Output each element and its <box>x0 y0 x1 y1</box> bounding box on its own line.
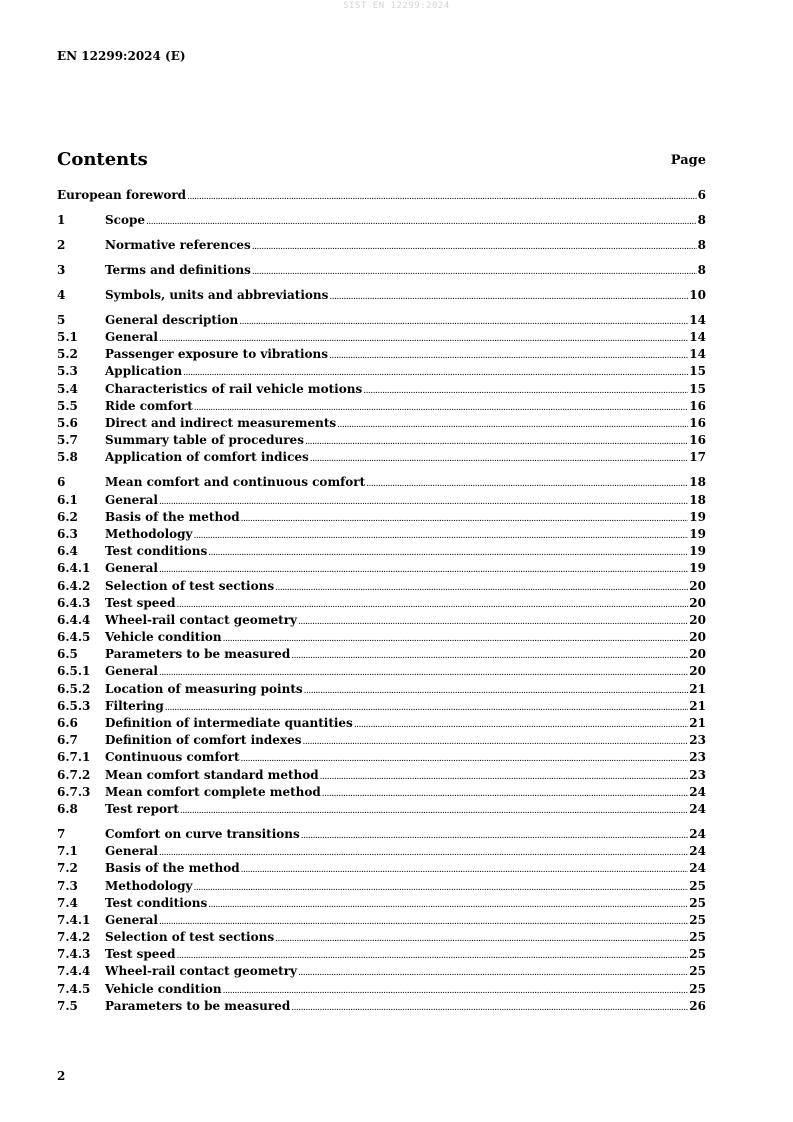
toc-entry-title: Vehicle condition <box>105 981 222 996</box>
toc-entry-title: Ride comfort <box>105 398 193 413</box>
toc-entry-page: 24 <box>689 801 706 816</box>
toc-dot-leader <box>310 451 689 468</box>
toc-entry-page: 25 <box>689 912 706 927</box>
toc-dot-leader <box>146 214 697 231</box>
toc-entry-number: 5 <box>57 312 66 327</box>
toc-dot-leader <box>298 614 688 631</box>
toc-entry[interactable] <box>57 381 706 398</box>
toc-entry-number: 7.1 <box>57 844 78 859</box>
toc-entry-title: General description <box>105 312 239 327</box>
toc-entry-page: 16 <box>689 433 706 448</box>
toc-entry-page: 18 <box>689 492 706 507</box>
toc-entry-number: 6.7.1 <box>57 750 91 765</box>
toc-entry[interactable] <box>57 878 706 895</box>
toc-entry-number: 2 <box>57 237 66 252</box>
toc-entry-page: 19 <box>689 561 706 576</box>
toc-entry-title: General <box>105 912 158 927</box>
toc-entry[interactable] <box>57 612 706 629</box>
toc-dot-leader <box>305 434 688 451</box>
toc-entry-page: 24 <box>689 784 706 799</box>
toc-entry-number: 6.4.4 <box>57 612 91 627</box>
toc-entry-number: 6.3 <box>57 526 78 541</box>
toc-entry[interactable] <box>57 998 706 1015</box>
toc-entry-title: General <box>105 492 158 507</box>
toc-entry-number: 7.4.1 <box>57 912 91 927</box>
toc-entry-number: 5.2 <box>57 347 78 362</box>
toc-entry[interactable] <box>57 843 706 860</box>
toc-entry[interactable] <box>57 346 706 363</box>
toc-dot-leader <box>304 683 689 700</box>
toc-entry[interactable] <box>57 187 706 204</box>
toc-entry-page: 8 <box>697 262 706 277</box>
toc-entry-number: 6.5 <box>57 647 78 662</box>
toc-entry[interactable] <box>57 415 706 432</box>
toc-entry-number: 6.5.1 <box>57 664 91 679</box>
toc-entry-title: Application <box>105 364 183 379</box>
toc-entry[interactable] <box>57 912 706 929</box>
toc-entry-page: 23 <box>689 750 706 765</box>
toc-dot-leader <box>301 828 689 845</box>
toc-entry-page: 19 <box>689 526 706 541</box>
toc-entry-page: 20 <box>689 595 706 610</box>
toc-entry-title: Symbols, units and abbreviations <box>105 287 329 302</box>
toc-entry-number: 6.4.2 <box>57 578 91 593</box>
toc-entry-title: Selection of test sections <box>105 930 275 945</box>
toc-entry[interactable] <box>57 212 706 229</box>
toc-entry[interactable] <box>57 629 706 646</box>
toc-entry-number: 5.5 <box>57 398 78 413</box>
toc-entry[interactable] <box>57 981 706 998</box>
toc-entry-number: 6.5.2 <box>57 681 91 696</box>
toc-entry-number: 6.7.2 <box>57 767 91 782</box>
toc-entry-number: 6.5.3 <box>57 698 91 713</box>
toc-entry-page: 18 <box>689 475 706 490</box>
toc-entry[interactable] <box>57 287 706 304</box>
toc-entry[interactable] <box>57 526 706 543</box>
toc-entry[interactable] <box>57 860 706 877</box>
toc-entry-number: 7.4.2 <box>57 930 91 945</box>
toc-entry[interactable] <box>57 578 706 595</box>
toc-entry-page: 24 <box>689 861 706 876</box>
toc-entry-title: Wheel-rail contact geometry <box>105 612 297 627</box>
toc-entry-title: Selection of test sections <box>105 578 275 593</box>
toc-entry-title: Parameters to be measured <box>105 998 291 1013</box>
toc-entry-title: Application of comfort indices <box>105 450 309 465</box>
contents-title: Contents <box>57 149 148 170</box>
toc-entry-page: 15 <box>689 364 706 379</box>
toc-entry-title: Normative references <box>105 237 251 252</box>
toc-entry-page: 16 <box>689 416 706 431</box>
toc-entry[interactable] <box>57 767 706 784</box>
toc-entry-number: 6.6 <box>57 716 78 731</box>
footer-page-number: 2 <box>57 1069 66 1083</box>
toc-dot-leader <box>252 239 697 256</box>
toc-entry-number: 6.8 <box>57 801 78 816</box>
toc-entry[interactable] <box>57 449 706 466</box>
toc-entry-title: Filtering <box>105 698 164 713</box>
toc-entry-title: Parameters to be measured <box>105 647 291 662</box>
toc-entry-number: 5.3 <box>57 364 78 379</box>
toc-entry[interactable] <box>57 646 706 663</box>
toc-entry-number: 6.2 <box>57 509 78 524</box>
toc-entry-title: Basis of the method <box>105 861 240 876</box>
watermark: SIST EN 12299:2024 <box>343 1 450 11</box>
toc-entry-page: 15 <box>689 381 706 396</box>
toc-entry-number: 5.8 <box>57 450 78 465</box>
toc-entry[interactable] <box>57 715 706 732</box>
toc-dot-leader <box>252 264 697 281</box>
toc-dot-leader <box>223 983 689 1000</box>
toc-entry-page: 25 <box>689 878 706 893</box>
toc-entry-number: 6.4 <box>57 544 78 559</box>
toc-entry-page: 25 <box>689 981 706 996</box>
page-column-label: Page <box>670 153 706 168</box>
toc-entry[interactable] <box>57 474 706 491</box>
toc-entry-title: Test conditions <box>105 544 208 559</box>
toc-entry-number: 4 <box>57 287 66 302</box>
toc-entry[interactable] <box>57 749 706 766</box>
toc-entry-number: 6.4.1 <box>57 561 91 576</box>
toc-entry[interactable] <box>57 398 706 415</box>
toc-entry[interactable] <box>57 509 706 526</box>
toc-dot-leader <box>302 734 688 751</box>
table-of-contents <box>57 187 706 1015</box>
toc-entry-page: 25 <box>689 947 706 962</box>
toc-entry-title: General <box>105 561 158 576</box>
toc-entry[interactable] <box>57 784 706 801</box>
toc-entry-page: 20 <box>689 664 706 679</box>
toc-entry[interactable] <box>57 963 706 980</box>
toc-entry-page: 10 <box>689 287 706 302</box>
toc-entry-title: General <box>105 330 158 345</box>
toc-entry[interactable] <box>57 262 706 279</box>
toc-dot-leader <box>322 786 689 803</box>
toc-dot-leader <box>208 545 688 562</box>
toc-dot-leader <box>275 931 688 948</box>
toc-entry-number: 5.1 <box>57 330 78 345</box>
toc-entry-page: 19 <box>689 509 706 524</box>
toc-entry-page: 14 <box>689 330 706 345</box>
toc-entry[interactable] <box>57 595 706 612</box>
toc-entry-page: 21 <box>689 681 706 696</box>
toc-entry-title: Mean comfort standard method <box>105 767 319 782</box>
toc-dot-leader <box>208 897 688 914</box>
toc-dot-leader <box>180 803 688 820</box>
toc-entry-number: 7.3 <box>57 878 78 893</box>
toc-dot-leader <box>291 1000 688 1017</box>
toc-entry-number: 6.4.3 <box>57 595 91 610</box>
toc-dot-leader <box>194 880 689 897</box>
toc-entry-number: 6.1 <box>57 492 78 507</box>
toc-dot-leader <box>187 189 697 206</box>
toc-entry-number: 7 <box>57 826 66 841</box>
toc-entry-page: 24 <box>689 844 706 859</box>
toc-dot-leader <box>329 289 688 306</box>
toc-entry-title: Characteristics of rail vehicle motions <box>105 381 363 396</box>
toc-entry-title: Continuous comfort <box>105 750 240 765</box>
toc-entry-page: 25 <box>689 930 706 945</box>
toc-entry-number: 7.2 <box>57 861 78 876</box>
toc-entry-number: 5.7 <box>57 433 78 448</box>
toc-entry[interactable] <box>57 895 706 912</box>
toc-entry[interactable] <box>57 681 706 698</box>
toc-entry-number: 6 <box>57 475 66 490</box>
toc-entry-title: Test speed <box>105 595 176 610</box>
toc-dot-leader <box>291 648 688 665</box>
toc-dot-leader <box>320 769 689 786</box>
toc-dot-leader <box>366 476 688 493</box>
document-id: EN 12299:2024 (E) <box>57 49 186 63</box>
toc-entry-number: 6.7.3 <box>57 784 91 799</box>
toc-entry[interactable] <box>57 329 706 346</box>
toc-entry-title: European foreword <box>57 188 187 202</box>
toc-entry-page: 16 <box>689 398 706 413</box>
toc-entry-page: 25 <box>689 895 706 910</box>
toc-dot-leader <box>337 417 688 434</box>
toc-entry[interactable] <box>57 432 706 449</box>
toc-dot-leader <box>298 965 688 982</box>
toc-entry-number: 5.4 <box>57 381 78 396</box>
toc-dot-leader <box>241 862 689 879</box>
toc-entry-page: 21 <box>689 716 706 731</box>
toc-entry-title: Definition of comfort indexes <box>105 733 302 748</box>
toc-entry-page: 23 <box>689 767 706 782</box>
toc-entry-title: General <box>105 844 158 859</box>
toc-entry-page: 21 <box>689 698 706 713</box>
toc-entry-title: Test speed <box>105 947 176 962</box>
toc-entry-title: Location of measuring points <box>105 681 303 696</box>
toc-entry-page: 24 <box>689 826 706 841</box>
toc-entry-page: 25 <box>689 964 706 979</box>
toc-entry-page: 26 <box>689 998 706 1013</box>
toc-entry-page: 6 <box>697 188 706 202</box>
toc-entry-title: Basis of the method <box>105 509 240 524</box>
toc-entry-title: Comfort on curve transitions <box>105 826 300 841</box>
toc-entry[interactable] <box>57 543 706 560</box>
toc-entry-title: Passenger exposure to vibrations <box>105 347 329 362</box>
toc-dot-leader <box>241 511 689 528</box>
toc-entry-number: 7.4.3 <box>57 947 91 962</box>
toc-entry[interactable] <box>57 698 706 715</box>
toc-entry[interactable] <box>57 929 706 946</box>
toc-entry-page: 17 <box>689 450 706 465</box>
toc-entry-title: Scope <box>105 212 146 227</box>
toc-entry[interactable] <box>57 312 706 329</box>
toc-entry[interactable] <box>57 801 706 818</box>
toc-entry-page: 20 <box>689 612 706 627</box>
toc-entry-number: 6.7 <box>57 733 78 748</box>
toc-entry[interactable] <box>57 732 706 749</box>
toc-entry-page: 19 <box>689 544 706 559</box>
toc-entry-number: 7.5 <box>57 998 78 1013</box>
toc-dot-leader <box>354 717 688 734</box>
toc-entry-number: 3 <box>57 262 66 277</box>
toc-entry-number: 7.4.4 <box>57 964 91 979</box>
toc-entry-page: 20 <box>689 647 706 662</box>
toc-dot-leader <box>363 383 688 400</box>
toc-entry-title: Mean comfort complete method <box>105 784 321 799</box>
toc-entry[interactable] <box>57 946 706 963</box>
toc-dot-leader <box>239 314 688 331</box>
toc-entry-title: Definition of intermediate quantities <box>105 716 353 731</box>
toc-entry-title: Summary table of procedures <box>105 433 304 448</box>
toc-entry-number: 1 <box>57 212 66 227</box>
toc-entry-page: 20 <box>689 578 706 593</box>
toc-entry[interactable] <box>57 560 706 577</box>
toc-dot-leader <box>223 631 689 648</box>
toc-entry-title: Methodology <box>105 878 193 893</box>
toc-entry-title: Vehicle condition <box>105 630 222 645</box>
toc-entry-title: Test report <box>105 801 179 816</box>
toc-entry[interactable] <box>57 663 706 680</box>
toc-entry-number: 5.6 <box>57 416 78 431</box>
toc-entry-number: 6.4.5 <box>57 630 91 645</box>
toc-entry-page: 14 <box>689 347 706 362</box>
toc-entry-page: 23 <box>689 733 706 748</box>
toc-entry-page: 8 <box>697 237 706 252</box>
toc-entry-title: Test conditions <box>105 895 208 910</box>
toc-entry-title: General <box>105 664 158 679</box>
toc-entry-title: Wheel-rail contact geometry <box>105 964 297 979</box>
toc-dot-leader <box>329 348 688 365</box>
toc-entry-page: 8 <box>697 212 706 227</box>
toc-entry-title: Direct and indirect measurements <box>105 416 337 431</box>
toc-entry-number: 7.4.5 <box>57 981 91 996</box>
toc-entry[interactable] <box>57 237 706 254</box>
toc-entry-title: Terms and definitions <box>105 262 251 277</box>
toc-entry-number: 7.4 <box>57 895 78 910</box>
toc-entry-page: 14 <box>689 312 706 327</box>
toc-entry-title: Methodology <box>105 526 193 541</box>
toc-entry[interactable] <box>57 826 706 843</box>
toc-entry[interactable] <box>57 492 706 509</box>
toc-dot-leader <box>194 528 689 545</box>
toc-entry[interactable] <box>57 363 706 380</box>
toc-dot-leader <box>275 580 688 597</box>
toc-entry-page: 20 <box>689 630 706 645</box>
toc-entry-title: Mean comfort and continuous comfort <box>105 475 366 490</box>
